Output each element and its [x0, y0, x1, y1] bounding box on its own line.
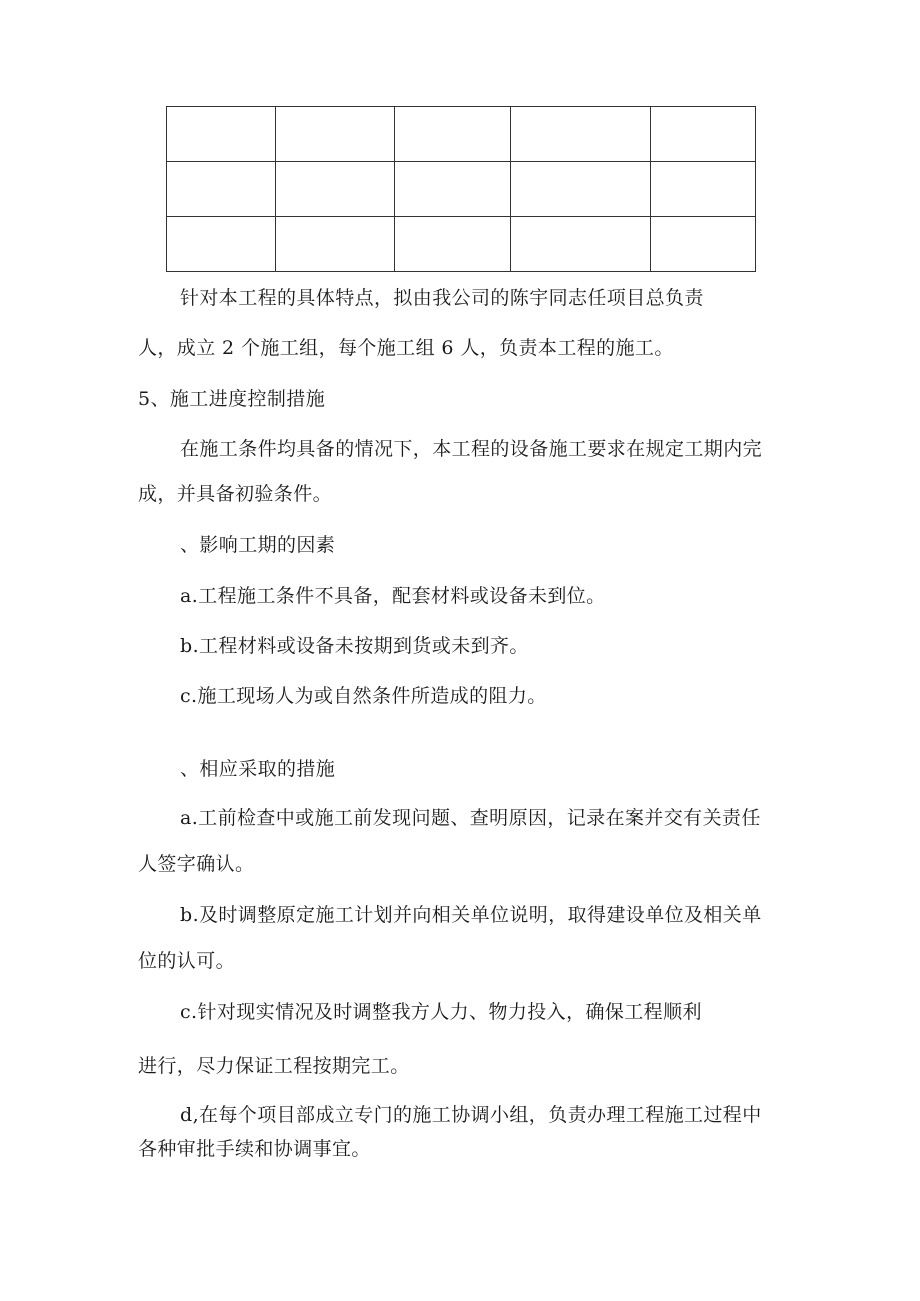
- list-item-continuation: 进行，尽力保证工程按期完工。: [138, 1055, 410, 1077]
- list-item: b.及时调整原定施工计划并向相关单位说明，取得建设单位及相关单: [180, 904, 762, 926]
- list-item: a.工程施工条件不具备，配套材料或设备未到位。: [180, 585, 606, 607]
- table-row: [167, 217, 756, 272]
- table-cell: [511, 162, 651, 217]
- table-cell: [167, 217, 276, 272]
- list-item: a.工前检查中或施工前发现问题、查明原因，记录在案并交有关责任: [180, 807, 761, 829]
- list-item-continuation: 位的认可。: [138, 950, 236, 972]
- table-cell: [651, 107, 756, 162]
- table-cell: [651, 162, 756, 217]
- list-item-continuation: 人签字确认。: [138, 853, 255, 875]
- table-cell: [276, 162, 395, 217]
- paragraph-line: 针对本工程的具体特点，拟由我公司的陈宇同志任项目总负责: [180, 287, 704, 309]
- table-row: [167, 107, 756, 162]
- table-cell: [395, 107, 511, 162]
- table-cell: [167, 107, 276, 162]
- subsection-heading: 、相应采取的措施: [180, 758, 336, 780]
- section-heading: 5、施工进度控制措施: [138, 388, 326, 410]
- paragraph-line: 成，并具备初验条件。: [138, 483, 333, 505]
- list-item-continuation: 各种审批手续和协调事宜。: [138, 1138, 371, 1160]
- table-cell: [167, 162, 276, 217]
- table-cell: [395, 217, 511, 272]
- empty-table: [166, 106, 756, 272]
- list-item: b.工程材料或设备未按期到货或未到齐。: [180, 635, 529, 657]
- paragraph-line: 在施工条件均具备的情况下，本工程的设备施工要求在规定工期内完: [180, 438, 763, 460]
- table-cell: [651, 217, 756, 272]
- table-row: [167, 162, 756, 217]
- subsection-heading: 、影响工期的因素: [180, 534, 336, 556]
- table-cell: [395, 162, 511, 217]
- list-item: d,在每个项目部成立专门的施工协调小组，负责办理工程施工过程中: [180, 1104, 762, 1126]
- table-cell: [276, 217, 395, 272]
- table-cell: [511, 107, 651, 162]
- table-cell: [511, 217, 651, 272]
- list-item: c.针对现实情况及时调整我方人力、物力投入，确保工程顺利: [180, 1001, 702, 1023]
- table-cell: [276, 107, 395, 162]
- list-item: c.施工现场人为或自然条件所造成的阻力。: [180, 685, 547, 707]
- paragraph-line: 人，成立 2 个施工组，每个施工组 6 人，负责本工程的施工。: [138, 337, 674, 359]
